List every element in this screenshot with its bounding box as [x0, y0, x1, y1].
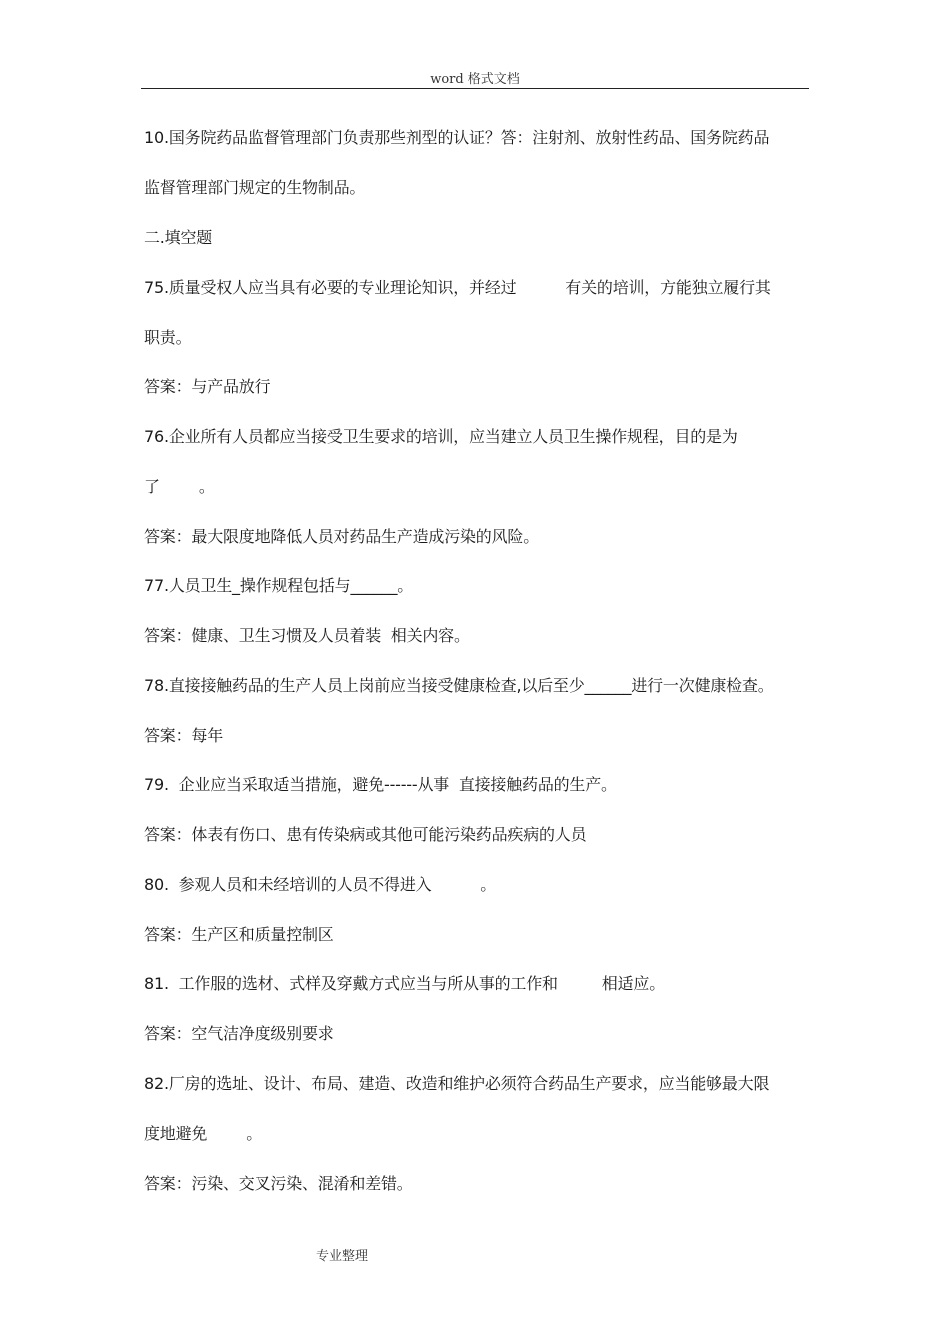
- section-heading: 二.填空题: [144, 228, 213, 247]
- text-line: 度地避免 。: [144, 1124, 263, 1143]
- text-line: 了 。: [144, 477, 215, 496]
- answer-82: 答案：污染、交叉污染、混淆和差错。: [144, 1174, 413, 1193]
- question-80: 80. 参观人员和未经培训的人员不得进入 。: [144, 875, 497, 894]
- question-79: 79. 企业应当采取适当措施，避免------从事 直接接触药品的生产。: [144, 775, 617, 794]
- answer-79: 答案：体表有伤口、患有传染病或其他可能污染药品疾病的人员: [144, 825, 587, 844]
- question-76: 76.企业所有人员都应当接受卫生要求的培训，应当建立人员卫生操作规程，目的是为: [144, 427, 738, 446]
- answer-75: 答案：与产品放行: [144, 377, 271, 396]
- answer-80: 答案：生产区和质量控制区: [144, 925, 334, 944]
- text-line: 10.国务院药品监督管理部门负责那些剂型的认证？答：注射剂、放射性药品、国务院药品: [144, 128, 770, 147]
- page-header: word 格式文档: [430, 72, 520, 87]
- question-77: 77.人员卫生_操作规程包括与______。: [144, 576, 414, 595]
- answer-81: 答案：空气洁净度级别要求: [144, 1024, 334, 1043]
- question-82: 82.厂房的选址、设计、布局、建造、改造和维护必须符合药品生产要求，应当能够最大限: [144, 1074, 770, 1093]
- header-divider: [141, 88, 809, 89]
- question-75: 75.质量受权人应当具有必要的专业理论知识，并经过 有关的培训，方能独立履行其: [144, 278, 771, 297]
- question-78: 78.直接接触药品的生产人员上岗前应当接受健康检查,以后至少______进行一次健康检查。: [144, 676, 774, 695]
- answer-78: 答案：每年: [144, 726, 224, 745]
- question-81: 81. 工作服的选材、式样及穿戴方式应当与所从事的工作和 相适应。: [144, 974, 665, 993]
- answer-77: 答案：健康、卫生习惯及人员着装 相关内容。: [144, 626, 470, 645]
- page-footer: 专业整理: [316, 1249, 369, 1264]
- answer-76: 答案：最大限度地降低人员对药品生产造成污染的风险。: [144, 527, 540, 546]
- text-line: 职责。: [144, 328, 192, 347]
- text-line: 监督管理部门规定的生物制品。: [144, 178, 366, 197]
